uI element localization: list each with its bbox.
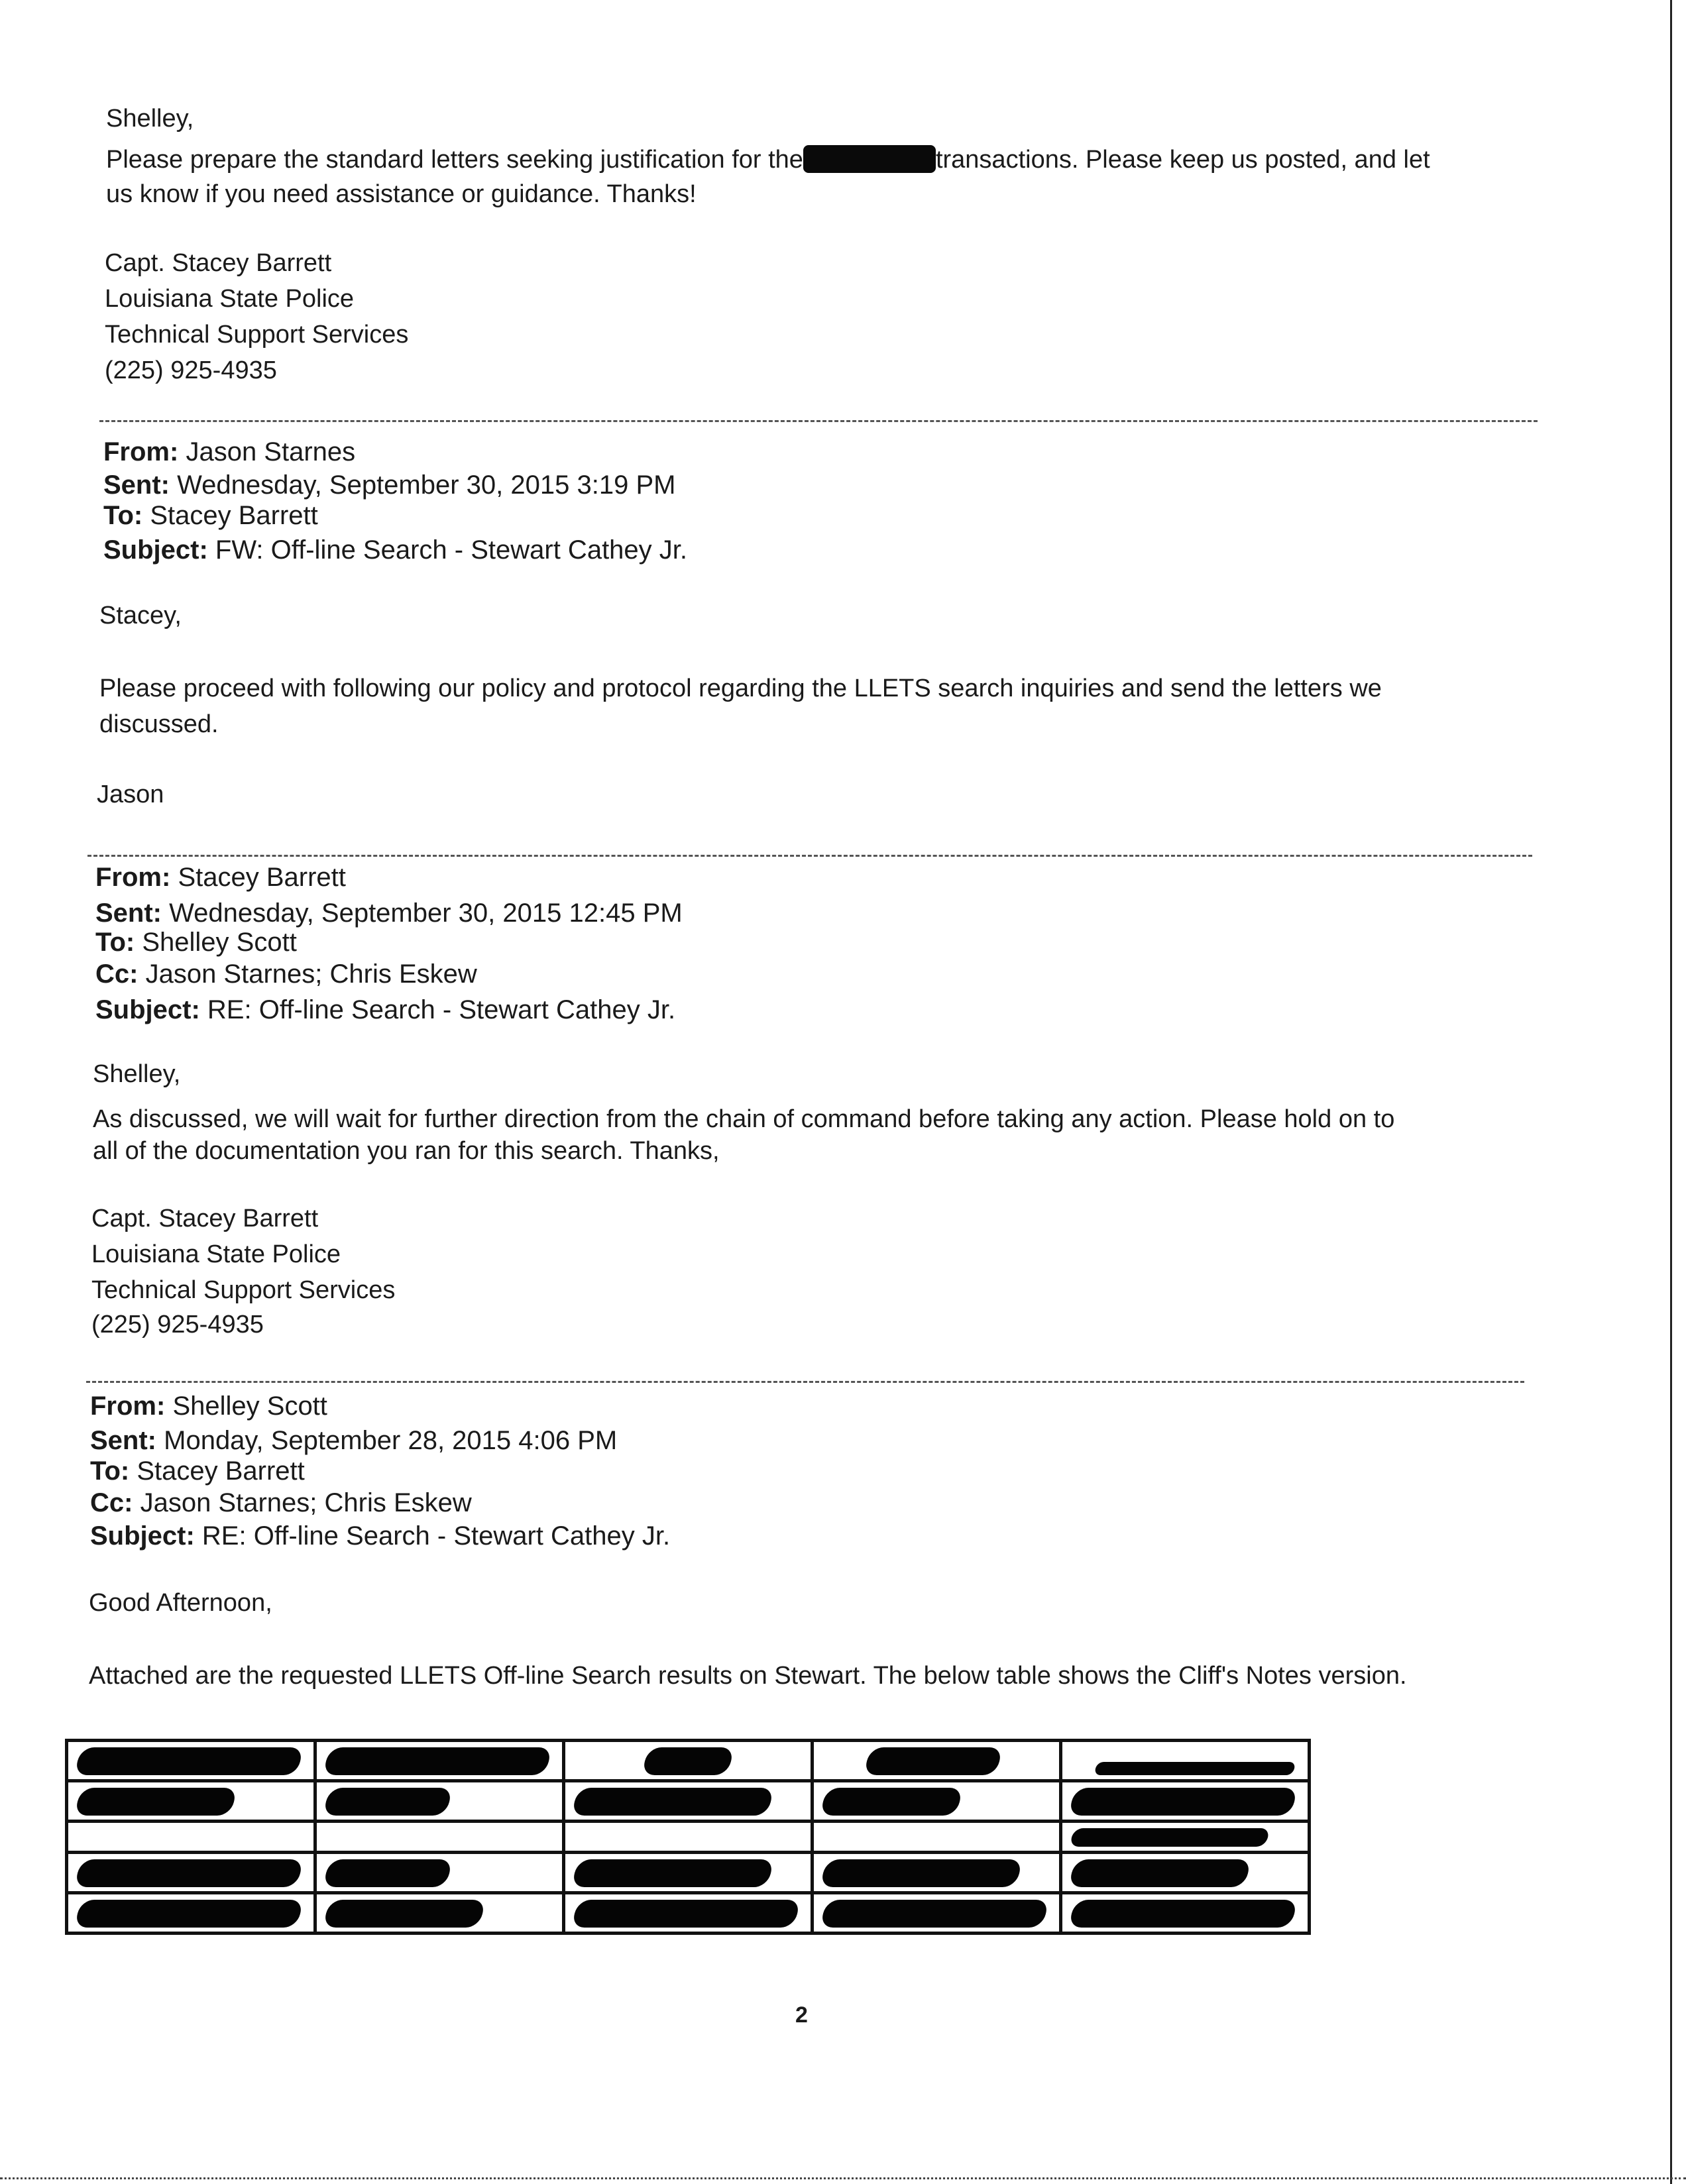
redaction-mark (74, 1900, 304, 1928)
sent-line: Sent: Wednesday, September 30, 2015 12:45 PM (95, 899, 683, 928)
table-cell (813, 1822, 1061, 1853)
signature-dept: Technical Support Services (105, 321, 409, 349)
redaction-mark (571, 1788, 774, 1816)
signature-phone: (225) 925-4935 (105, 356, 277, 384)
redacted-cell (67, 1893, 315, 1934)
table-cell (564, 1822, 813, 1853)
page-number: 2 (795, 2002, 808, 2028)
table-cell (315, 1822, 564, 1853)
message-body-line1: Attached are the requested LLETS Off-line Search results on Stewart. The below table shows the Cliff's Notes version. (89, 1662, 1407, 1690)
redacted-cell (813, 1853, 1061, 1893)
intro-body-pre: Please prepare the standard letters seeking justification for the (106, 146, 803, 174)
signature-org: Louisiana State Police (91, 1240, 341, 1268)
intro-body-post: transactions. Please keep us posted, and let (935, 146, 1430, 174)
redaction-mark (571, 1900, 801, 1928)
from-line: From: Shelley Scott (90, 1392, 327, 1421)
redaction-mark (1070, 1828, 1270, 1847)
redaction-mark (1068, 1900, 1298, 1928)
redacted-cell (813, 1741, 1061, 1781)
scan-edge (0, 2177, 1686, 2179)
redaction-mark (323, 1747, 552, 1775)
redaction-mark (820, 1859, 1023, 1887)
message-separator (99, 420, 1538, 422)
redacted-cell (1061, 1822, 1310, 1853)
sent-line: Sent: Monday, September 28, 2015 4:06 PM (90, 1426, 618, 1455)
message-body-line1: As discussed, we will wait for further direction from the chain of command before taking any action. Please hold on to (93, 1105, 1395, 1133)
redaction-mark (1068, 1788, 1298, 1816)
redacted-results-table (65, 1739, 1311, 1935)
message-body-line1: Please proceed with following our policy and protocol regarding the LLETS search inquiries and send the letters we (99, 675, 1382, 702)
signature-name: Capt. Stacey Barrett (91, 1205, 319, 1232)
message-separator (87, 855, 1532, 857)
message-greeting: Shelley, (93, 1060, 181, 1088)
from-line: From: Stacey Barrett (95, 863, 346, 892)
redaction-mark (74, 1747, 304, 1775)
redacted-cell (564, 1741, 813, 1781)
table-row (67, 1893, 1310, 1934)
redacted-cell (813, 1893, 1061, 1934)
redaction-mark (642, 1747, 734, 1775)
redacted-cell (1061, 1893, 1310, 1934)
redaction-mark (323, 1900, 486, 1928)
redacted-cell (315, 1853, 564, 1893)
signature-phone: (225) 925-4935 (91, 1311, 264, 1338)
signature-org: Louisiana State Police (105, 285, 355, 313)
redaction-mark (74, 1859, 304, 1887)
redaction-mark (820, 1900, 1049, 1928)
redacted-cell (564, 1781, 813, 1822)
table-row (67, 1741, 1310, 1781)
table-cell (67, 1822, 315, 1853)
redacted-cell (67, 1741, 315, 1781)
cc-line: Cc: Jason Starnes; Chris Eskew (95, 959, 477, 989)
message-greeting: Stacey, (99, 602, 182, 629)
table-row (67, 1822, 1310, 1853)
redacted-cell (67, 1853, 315, 1893)
redaction-mark (323, 1859, 453, 1887)
redaction-mark (864, 1747, 1003, 1775)
redaction-mark (74, 1788, 237, 1816)
cc-line: Cc: Jason Starnes; Chris Eskew (90, 1488, 472, 1517)
redacted-cell (315, 1741, 564, 1781)
subject-line: Subject: RE: Off-line Search - Stewart Cathey Jr. (90, 1521, 671, 1551)
from-line: From: Jason Starnes (103, 437, 356, 466)
signature-name: Capt. Stacey Barrett (105, 249, 332, 277)
scan-edge (1670, 0, 1672, 2184)
redacted-cell (315, 1781, 564, 1822)
redacted-cell (1061, 1781, 1310, 1822)
redacted-cell (67, 1781, 315, 1822)
redaction-mark (1068, 1859, 1251, 1887)
redacted-cell (1061, 1853, 1310, 1893)
message-separator (86, 1381, 1524, 1383)
redaction-mark (803, 145, 936, 173)
table-row (67, 1781, 1310, 1822)
redacted-cell (315, 1893, 564, 1934)
redaction-mark (323, 1788, 453, 1816)
message-body-line2: all of the documentation you ran for this search. Thanks, (93, 1137, 720, 1165)
intro-body-line1 (106, 144, 1430, 175)
to-line: To: Shelley Scott (95, 928, 297, 957)
table-row (67, 1853, 1310, 1893)
to-line: To: Stacey Barrett (90, 1456, 305, 1486)
redacted-cell (1061, 1741, 1310, 1781)
redaction-mark (571, 1859, 774, 1887)
redaction-mark (820, 1788, 963, 1816)
intro-greeting: Shelley, (106, 105, 194, 133)
to-line: To: Stacey Barrett (103, 501, 318, 530)
message-greeting: Good Afternoon, (89, 1589, 272, 1617)
signature-dept: Technical Support Services (91, 1276, 396, 1304)
message-closing: Jason (97, 781, 164, 808)
redacted-cell (564, 1853, 813, 1893)
redacted-cell (813, 1781, 1061, 1822)
message-body-line2: discussed. (99, 710, 219, 738)
subject-line: Subject: RE: Off-line Search - Stewart Cathey Jr. (95, 995, 676, 1024)
sent-line: Sent: Wednesday, September 30, 2015 3:19 PM (103, 470, 676, 500)
redaction-mark (1094, 1762, 1296, 1775)
subject-line: Subject: FW: Off-line Search - Stewart Cathey Jr. (103, 535, 688, 565)
intro-body-line2: us know if you need assistance or guidance. Thanks! (106, 180, 697, 208)
redacted-cell (564, 1893, 813, 1934)
